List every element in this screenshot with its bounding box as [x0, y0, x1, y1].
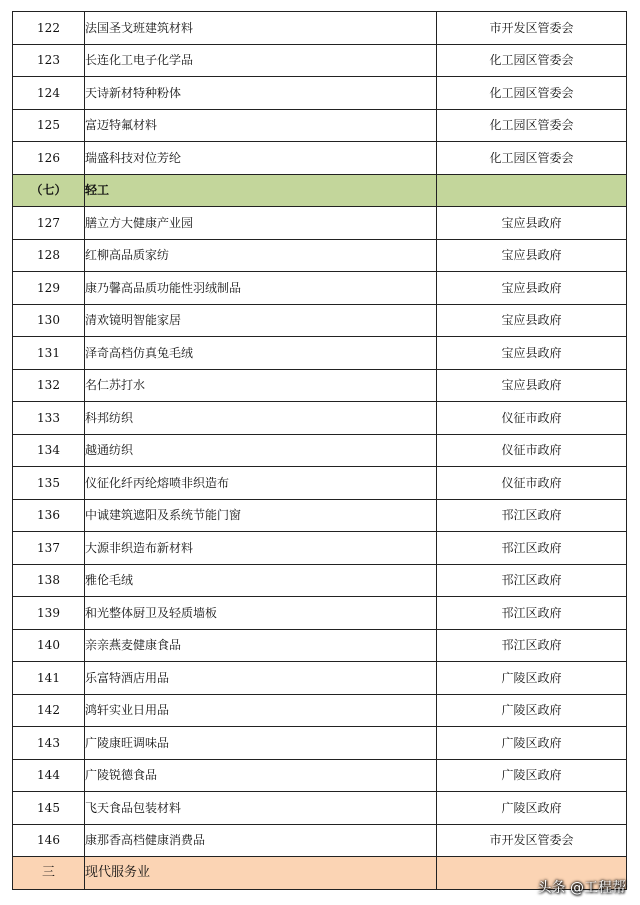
- table-row: [13, 142, 627, 175]
- table-row: [13, 12, 627, 45]
- responsible-unit-cell: 宝应县政府: [437, 304, 627, 337]
- project-name-cell: 名仁苏打水: [85, 369, 437, 402]
- table-row: [13, 759, 627, 792]
- table-row: [13, 434, 627, 467]
- responsible-unit-cell: 邗江区政府: [437, 629, 627, 662]
- row-number-cell: 135: [13, 467, 85, 500]
- row-number-cell: 137: [13, 532, 85, 565]
- row-number-cell: 124: [13, 77, 85, 110]
- row-number-cell: （七）: [13, 174, 85, 207]
- responsible-unit-cell: 宝应县政府: [437, 369, 627, 402]
- responsible-unit-cell: 仪征市政府: [437, 467, 627, 500]
- project-name-cell: 现代服务业: [85, 857, 437, 890]
- responsible-unit-cell: 仪征市政府: [437, 434, 627, 467]
- row-number-cell: 141: [13, 662, 85, 695]
- responsible-unit-cell: 宝应县政府: [437, 272, 627, 305]
- row-number-cell: 123: [13, 44, 85, 77]
- responsible-unit-cell: 宝应县政府: [437, 337, 627, 370]
- table-row: [13, 629, 627, 662]
- table-row: [13, 467, 627, 500]
- row-number-cell: 136: [13, 499, 85, 532]
- table-row: [13, 207, 627, 240]
- row-number-cell: 125: [13, 109, 85, 142]
- table-row: [13, 499, 627, 532]
- row-number-cell: 144: [13, 759, 85, 792]
- row-number-cell: 142: [13, 694, 85, 727]
- responsible-unit-cell: 化工园区管委会: [437, 44, 627, 77]
- project-name-cell: 飞天食品包装材料: [85, 792, 437, 825]
- project-name-cell: 膳立方大健康产业园: [85, 207, 437, 240]
- project-name-cell: 和光整体厨卫及轻质墙板: [85, 597, 437, 630]
- project-name-cell: 乐富特酒店用品: [85, 662, 437, 695]
- table-row: [13, 792, 627, 825]
- row-number-cell: 三: [13, 857, 85, 890]
- table-row: [13, 727, 627, 760]
- table-row: [13, 564, 627, 597]
- responsible-unit-cell: 化工园区管委会: [437, 109, 627, 142]
- responsible-unit-cell: 邗江区政府: [437, 532, 627, 565]
- project-name-cell: 仪征化纤丙纶熔喷非织造布: [85, 467, 437, 500]
- project-name-cell: 长连化工电子化学品: [85, 44, 437, 77]
- responsible-unit-cell: 宝应县政府: [437, 239, 627, 272]
- row-number-cell: 126: [13, 142, 85, 175]
- table-row: [13, 597, 627, 630]
- project-name-cell: 红柳高品质家纺: [85, 239, 437, 272]
- project-name-cell: 康那香高档健康消费品: [85, 824, 437, 857]
- project-name-cell: 瑞盛科技对位芳纶: [85, 142, 437, 175]
- responsible-unit-cell: 广陵区政府: [437, 727, 627, 760]
- project-name-cell: 天诗新材特种粉体: [85, 77, 437, 110]
- responsible-unit-cell: 邗江区政府: [437, 499, 627, 532]
- project-name-cell: 亲亲燕麦健康食品: [85, 629, 437, 662]
- project-name-cell: 中诚建筑遮阳及系统节能门窗: [85, 499, 437, 532]
- row-number-cell: 138: [13, 564, 85, 597]
- project-name-cell: 越通纺织: [85, 434, 437, 467]
- table-row: [13, 239, 627, 272]
- project-name-cell: 大源非织造布新材料: [85, 532, 437, 565]
- responsible-unit-cell: 仪征市政府: [437, 402, 627, 435]
- table-row: [13, 272, 627, 305]
- table-row: [13, 109, 627, 142]
- responsible-unit-cell: 广陵区政府: [437, 662, 627, 695]
- responsible-unit-cell: 广陵区政府: [437, 759, 627, 792]
- table-row: [13, 337, 627, 370]
- responsible-unit-cell: 广陵区政府: [437, 792, 627, 825]
- table-row: [13, 694, 627, 727]
- row-number-cell: 143: [13, 727, 85, 760]
- responsible-unit-cell: 邗江区政府: [437, 564, 627, 597]
- project-table: [12, 11, 627, 890]
- project-name-cell: 广陵锐德食品: [85, 759, 437, 792]
- responsible-unit-cell: 市开发区管委会: [437, 12, 627, 45]
- table-row: [13, 662, 627, 695]
- row-number-cell: 130: [13, 304, 85, 337]
- table-row: [13, 304, 627, 337]
- project-name-cell: 富迈特氟材料: [85, 109, 437, 142]
- section-header-row: [13, 857, 627, 890]
- project-name-cell: 法国圣戈班建筑材料: [85, 12, 437, 45]
- watermark: 头条 @工程帮: [537, 880, 626, 896]
- table-row: [13, 44, 627, 77]
- project-name-cell: 清欢镜明智能家居: [85, 304, 437, 337]
- responsible-unit-cell: 市开发区管委会: [437, 824, 627, 857]
- responsible-unit-cell: 邗江区政府: [437, 597, 627, 630]
- responsible-unit-cell: 化工园区管委会: [437, 142, 627, 175]
- table-row: [13, 369, 627, 402]
- section-header-row: [13, 174, 627, 207]
- row-number-cell: 146: [13, 824, 85, 857]
- table-row: [13, 402, 627, 435]
- row-number-cell: 134: [13, 434, 85, 467]
- responsible-unit-cell: 化工园区管委会: [437, 77, 627, 110]
- row-number-cell: 122: [13, 12, 85, 45]
- table-row: [13, 824, 627, 857]
- table-body: [13, 12, 627, 890]
- table-row: [13, 77, 627, 110]
- project-name-cell: 鸿轩实业日用品: [85, 694, 437, 727]
- row-number-cell: 131: [13, 337, 85, 370]
- row-number-cell: 133: [13, 402, 85, 435]
- project-name-cell: 轻工: [85, 174, 437, 207]
- row-number-cell: 140: [13, 629, 85, 662]
- row-number-cell: 127: [13, 207, 85, 240]
- project-name-cell: 雅伦毛绒: [85, 564, 437, 597]
- row-number-cell: 129: [13, 272, 85, 305]
- project-name-cell: 广陵康旺调味品: [85, 727, 437, 760]
- project-name-cell: 康乃馨高品质功能性羽绒制品: [85, 272, 437, 305]
- row-number-cell: 139: [13, 597, 85, 630]
- row-number-cell: 132: [13, 369, 85, 402]
- responsible-unit-cell: [437, 174, 627, 207]
- row-number-cell: 145: [13, 792, 85, 825]
- project-name-cell: 科邦纺织: [85, 402, 437, 435]
- project-name-cell: 泽奇高档仿真兔毛绒: [85, 337, 437, 370]
- row-number-cell: 128: [13, 239, 85, 272]
- responsible-unit-cell: 宝应县政府: [437, 207, 627, 240]
- table-row: [13, 532, 627, 565]
- responsible-unit-cell: 广陵区政府: [437, 694, 627, 727]
